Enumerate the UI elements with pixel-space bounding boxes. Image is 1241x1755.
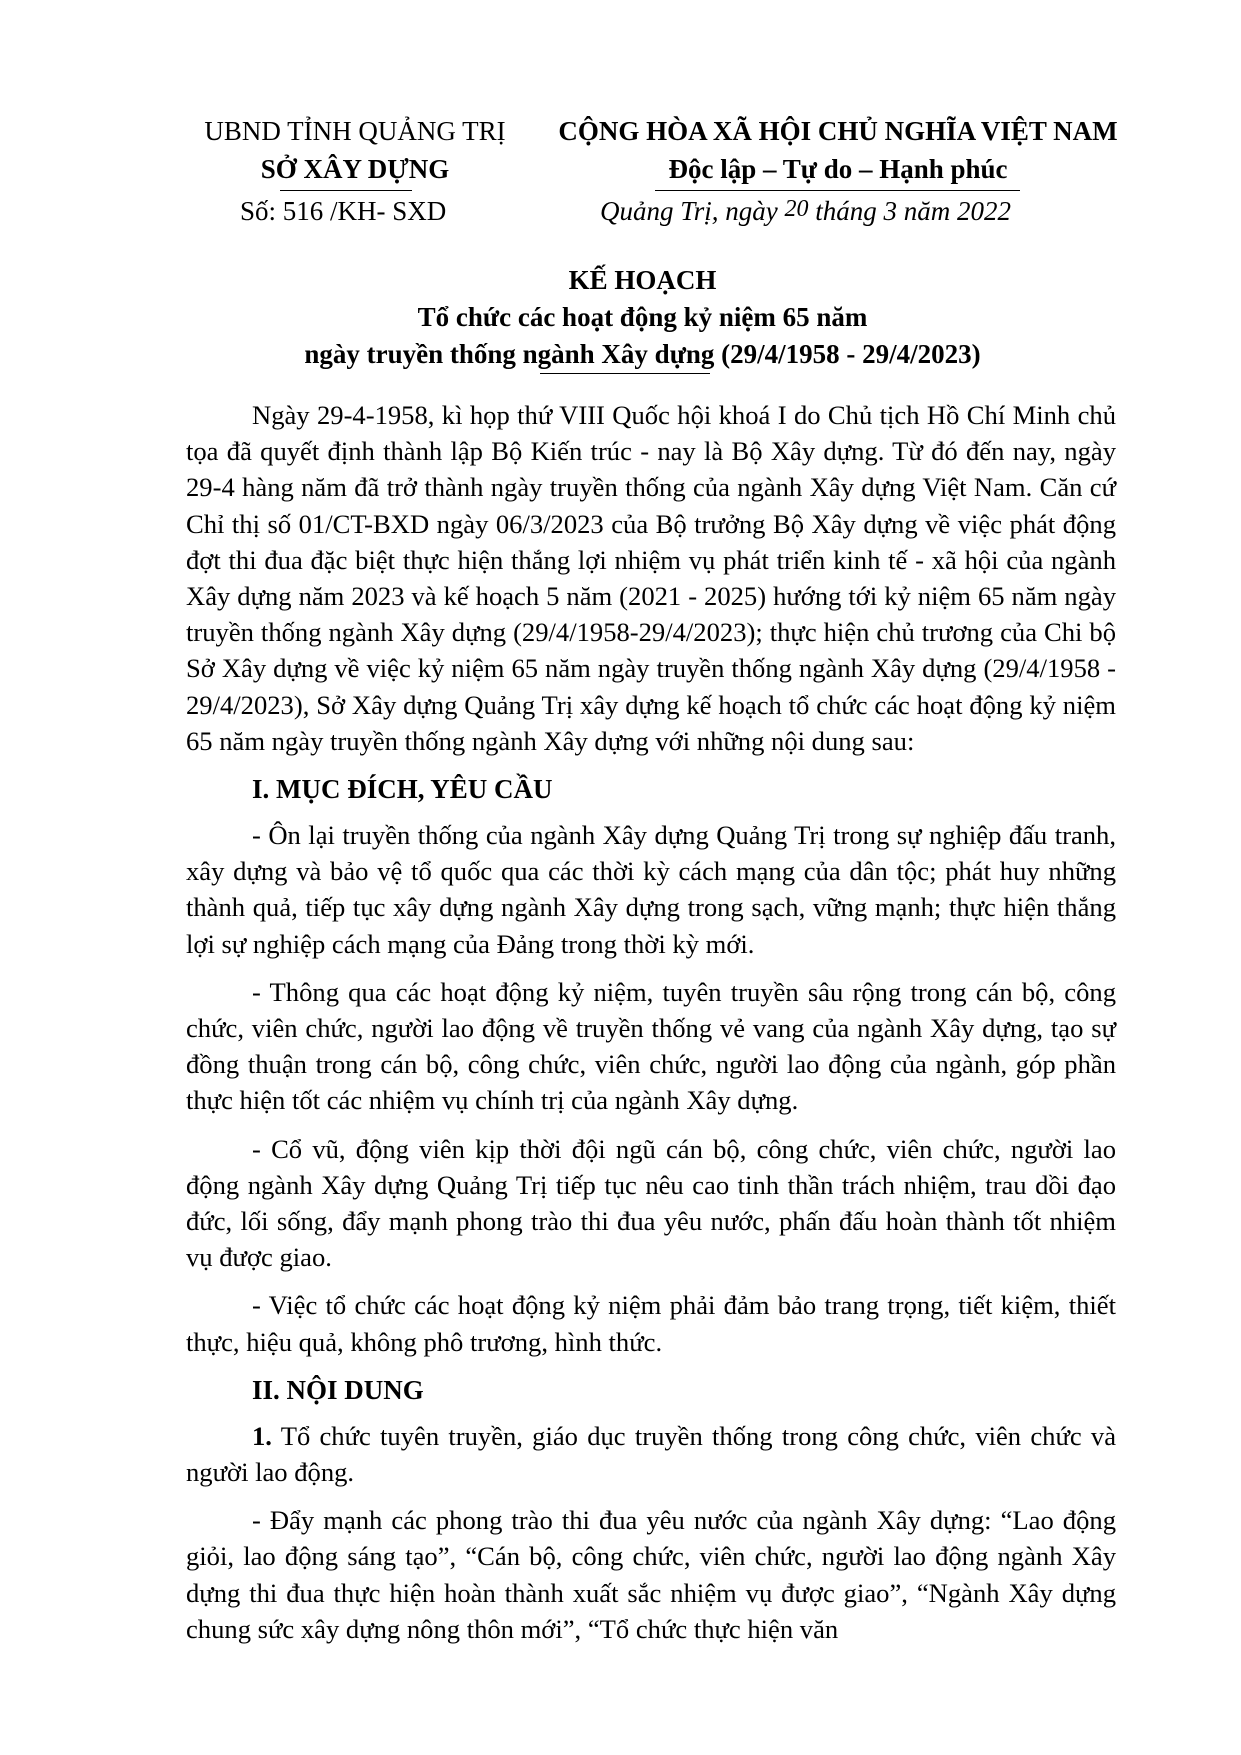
document-number: Số: 516 /KH- SXD (240, 196, 447, 226)
section-2-paragraph-1: - Đẩy mạnh các phong trào thi đua yêu nước của ngành Xây dựng: “Lao động giỏi, lao động sáng tạo”, “Cán bộ, công chức, viên chức, người lao động ngành Xây dựng thi đua thực hiện hoàn thành xuất sắc nhiệm vụ được giao”, “Ngành Xây dựng chung sức xây dựng nông thôn mới”, “Tổ chức thực hiện văn (186, 1505, 1116, 1644)
section-1-paragraph-3: - Cổ vũ, động viên kịp thời đội ngũ cán bộ, công chức, viên chức, người lao động ngành Xây dựng Quảng Trị tiếp tục nêu cao tinh thần trách nhiệm, trau dồi đạo đức, lối sống, đẩy mạnh phong trào thi đua yêu nước, phấn đấu hoàn thành tốt nhiệm vụ được giao. (186, 1133, 1116, 1273)
section-2-item-1 (186, 1418, 1116, 1490)
title-line-1: KẾ HOẠCH (568, 265, 717, 295)
country-name: CỘNG HÒA XÃ HỘI CHỦ NGHĨA VIỆT NAM (558, 116, 1118, 146)
title-underline (540, 373, 710, 374)
agency-parent: UBND TỈNH QUẢNG TRỊ (204, 116, 506, 146)
section-1-paragraph-2: - Thông qua các hoạt động kỷ niệm, tuyên truyền sâu rộng trong cán bộ, công chức, viên chức, người lao động về truyền thống vẻ vang của ngành Xây dựng, tạo sự đồng thuận trong cán bộ, công chức, viên chức, người lao động của ngành, góp phần thực hiện tốt các nhiệm vụ chính trị của ngành Xây dựng. (186, 976, 1116, 1116)
agency-name: SỞ XÂY DỰNG (260, 154, 450, 184)
date-prefix: Quảng Trị, ngày (600, 196, 785, 226)
agency-underline (280, 190, 412, 191)
document-body (186, 397, 1116, 1647)
national-motto: Độc lập – Tự do – Hạnh phúc (668, 154, 1008, 184)
national-header-block (548, 112, 1128, 188)
title-line-2: Tổ chức các hoạt động kỷ niệm 65 năm (417, 302, 868, 332)
section-1-heading: I. MỤC ĐÍCH, YÊU CẦU (252, 774, 553, 805)
issuing-agency-block (175, 112, 535, 188)
date-suffix: tháng 3 năm 2022 (808, 196, 1012, 226)
date-day: 20 (784, 196, 809, 222)
section-1-paragraph-4: - Việc tổ chức các hoạt động kỷ niệm phải đảm bảo trang trọng, tiết kiệm, thiết thực, hiệu quả, không phô trương, hình thức. (186, 1290, 1116, 1357)
title-line-3: ngày truyền thống ngành Xây dựng (29/4/1958 - 29/4/2023) (304, 339, 981, 369)
item-1-text: Tổ chức tuyên truyền, giáo dục truyền thống trong công chức, viên chức và người lao động. (186, 1420, 1116, 1488)
section-1-paragraph-1: - Ôn lại truyền thống của ngành Xây dựng Quảng Trị trong sự nghiệp đấu tranh, xây dựng và bảo vệ tổ quốc qua các thời kỳ cách mạng của dân tộc; phát huy những thành quả, tiếp tục xây dựng ngành Xây dựng trong sạch, vững mạnh; thực hiện thắng lợi sự nghiệp cách mạng của Đảng trong thời kỳ mới. (186, 820, 1116, 959)
intro-paragraph: Ngày 29-4-1958, kì họp thứ VIII Quốc hội khoá I do Chủ tịch Hồ Chí Minh chủ tọa đã quyết định thành lập Bộ Kiến trúc - nay là Bộ Xây dựng. Từ đó đến nay, ngày 29-4 hàng năm đã trở thành ngày truyền thống của ngành Xây dựng Việt Nam. Căn cứ Chỉ thị số 01/CT-BXD ngày 06/3/2023 của Bộ trưởng Bộ Xây dựng về việc phát động đợt thi đua đặc biệt thực hiện thắng lợi nhiệm vụ phát triển kinh tế - xã hội của ngành Xây dựng năm 2023 và kế hoạch 5 năm (2021 - 2025) hướng tới kỷ niệm 65 năm ngày truyền thống ngành Xây dựng (29/4/1958-29/4/2023); thực hiện chủ trương của Chi bộ Sở Xây dựng về việc kỷ niệm 65 năm ngày truyền thống ngành Xây dựng (29/4/1958 - 29/4/2023), Sở Xây dựng Quảng Trị xây dựng kế hoạch tổ chức các hoạt động kỷ niệm 65 năm ngày truyền thống ngành Xây dựng với những nội dung sau: (186, 400, 1116, 756)
motto-underline (655, 190, 1020, 191)
section-2-heading: II. NỘI DUNG (252, 1374, 424, 1405)
document-date (600, 196, 1011, 227)
document-title (160, 262, 1125, 373)
item-1-number: 1. (252, 1420, 272, 1451)
